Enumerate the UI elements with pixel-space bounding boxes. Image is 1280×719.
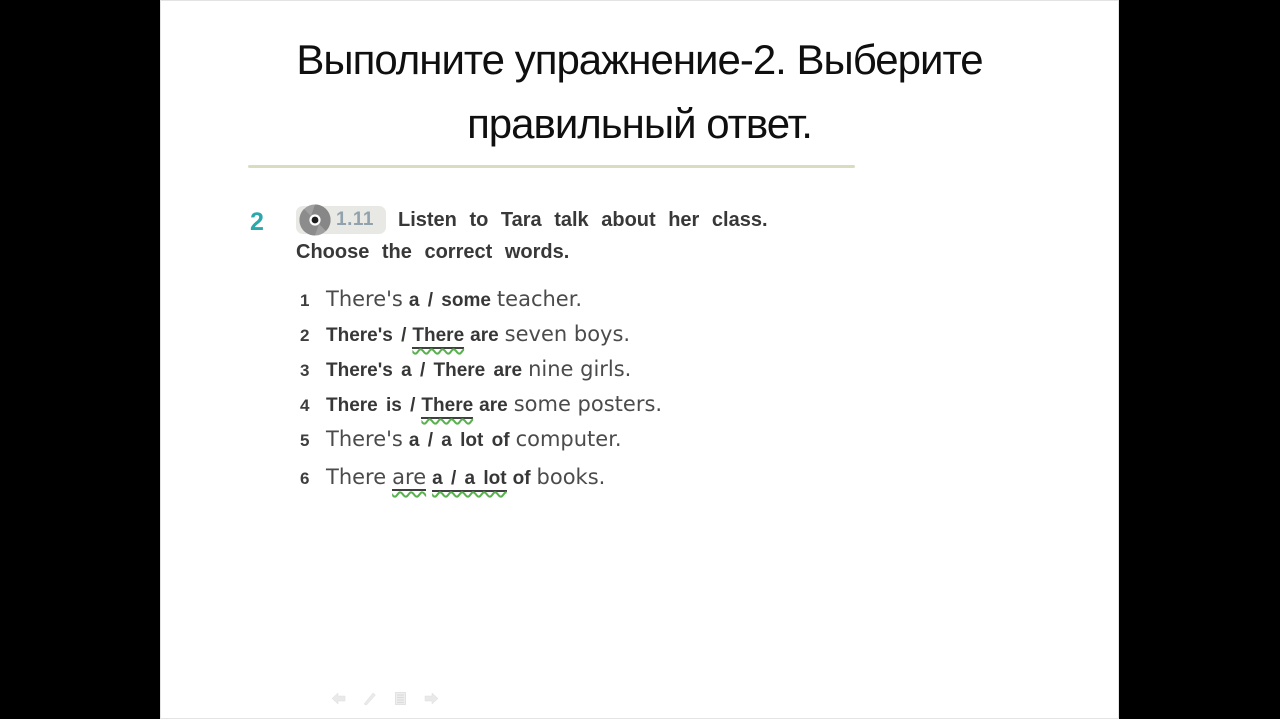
audio-track-number: 1.11 <box>336 209 374 230</box>
pen-icon[interactable] <box>361 690 378 707</box>
item-choice: are <box>479 395 508 416</box>
audio-track-chip <box>296 206 386 234</box>
item-choice: of <box>512 468 531 489</box>
exercise-header-line1 <box>296 206 976 234</box>
item-number: 3 <box>300 361 310 380</box>
instruction-line1: Listen to Tara talk about her class. <box>398 208 768 231</box>
item-text: seven boys. <box>504 322 631 346</box>
item-number: 6 <box>300 469 310 488</box>
item-choice-underlined: a / a lot <box>432 468 506 492</box>
item-text: some posters. <box>513 392 663 416</box>
item-choice: are <box>470 325 499 346</box>
instruction-line2: Choose the correct words. <box>296 241 570 263</box>
item-choice: a / some <box>408 290 491 311</box>
exercise-header <box>296 206 976 264</box>
item-text: computer. <box>515 427 622 451</box>
item-text: books. <box>536 465 606 489</box>
forward-arrow-icon[interactable] <box>423 690 440 707</box>
presenter-controls <box>330 690 440 707</box>
item-choice: a / a lot of <box>408 430 510 451</box>
list-item <box>300 357 662 392</box>
item-number: 1 <box>300 291 310 310</box>
slide <box>160 0 1119 719</box>
item-number: 2 <box>300 326 310 345</box>
item-text: teacher. <box>496 287 583 311</box>
slide-title-line2: правильный ответ. <box>467 100 812 147</box>
item-number: 4 <box>300 396 310 415</box>
slide-menu-icon[interactable] <box>392 690 409 707</box>
slide-title <box>160 28 1119 156</box>
list-item <box>300 322 662 357</box>
title-divider <box>248 165 855 168</box>
item-choice: There's / <box>326 325 407 346</box>
item-choice-underlined: There <box>421 395 473 419</box>
item-number: 5 <box>300 431 310 450</box>
item-choice: There's a / There are <box>326 360 523 381</box>
list-item <box>300 465 662 500</box>
exercise-number: 2 <box>250 208 264 236</box>
item-text: nine girls. <box>528 357 632 381</box>
back-arrow-icon[interactable] <box>330 690 347 707</box>
list-item <box>300 427 662 462</box>
item-text: There <box>326 465 387 489</box>
slide-title-line1: Выполните упражнение-2. Выберите <box>296 36 983 83</box>
item-text: There's <box>326 427 403 451</box>
list-item <box>300 287 662 322</box>
item-text-underlined: are <box>392 465 427 489</box>
item-choice-underlined: There <box>412 325 464 349</box>
cd-icon <box>298 203 332 237</box>
item-choice: There is / <box>326 395 416 416</box>
item-text: There's <box>326 287 403 311</box>
list-item <box>300 392 662 427</box>
choices-list <box>300 287 662 500</box>
